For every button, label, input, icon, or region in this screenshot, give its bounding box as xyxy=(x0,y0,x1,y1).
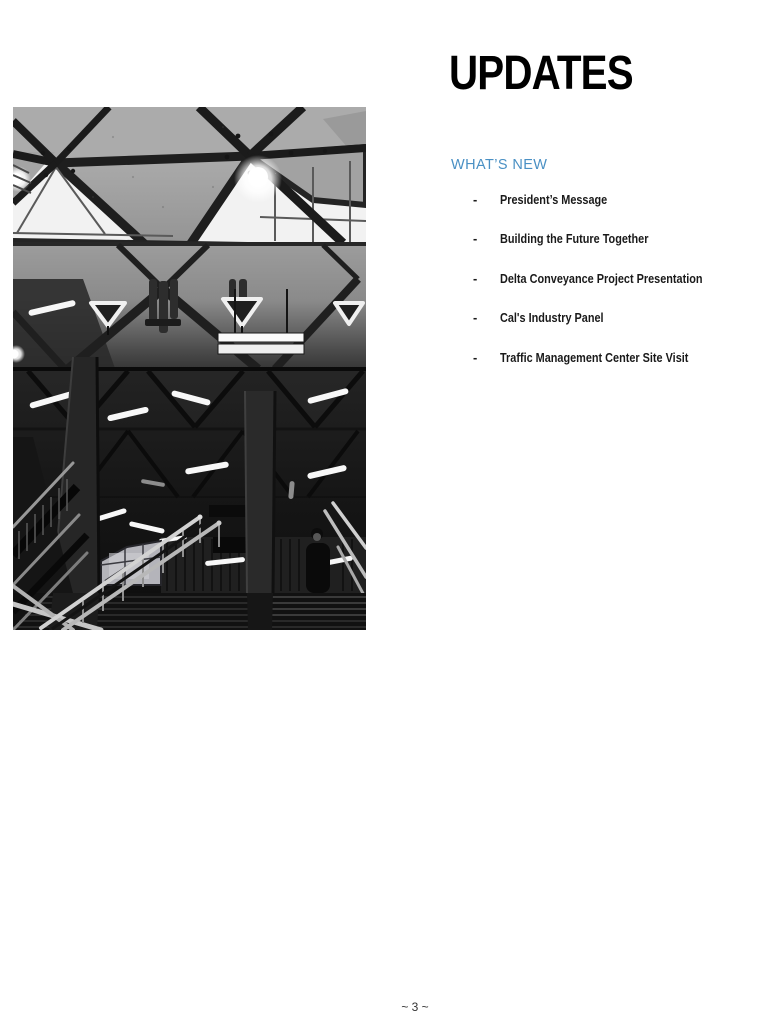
dash-bullet: - xyxy=(473,231,478,247)
page-number: ~ 3 ~ xyxy=(401,1000,429,1014)
list-item-label: President’s Message xyxy=(500,192,608,207)
list-item xyxy=(473,232,758,271)
dash-bullet: - xyxy=(473,270,478,286)
whats-new-list xyxy=(473,193,758,390)
page-title: UPDATES xyxy=(449,47,633,100)
list-item-label: Cal's Industry Panel xyxy=(500,310,604,326)
station-photo-svg xyxy=(13,107,366,630)
list-item xyxy=(473,193,758,232)
dash-bullet: - xyxy=(473,192,478,207)
list-item-label: Traffic Management Center Site Visit xyxy=(500,349,689,365)
dash-bullet: - xyxy=(473,349,478,365)
list-item-label: Delta Conveyance Project Presentation xyxy=(500,270,703,286)
dash-bullet: - xyxy=(473,310,478,326)
station-interior-photo xyxy=(13,107,366,630)
whats-new-heading: WHAT’S NEW xyxy=(451,157,548,173)
list-item xyxy=(473,272,758,311)
list-item xyxy=(473,311,758,350)
list-item-label: Building the Future Together xyxy=(500,231,649,247)
list-item xyxy=(473,351,758,390)
